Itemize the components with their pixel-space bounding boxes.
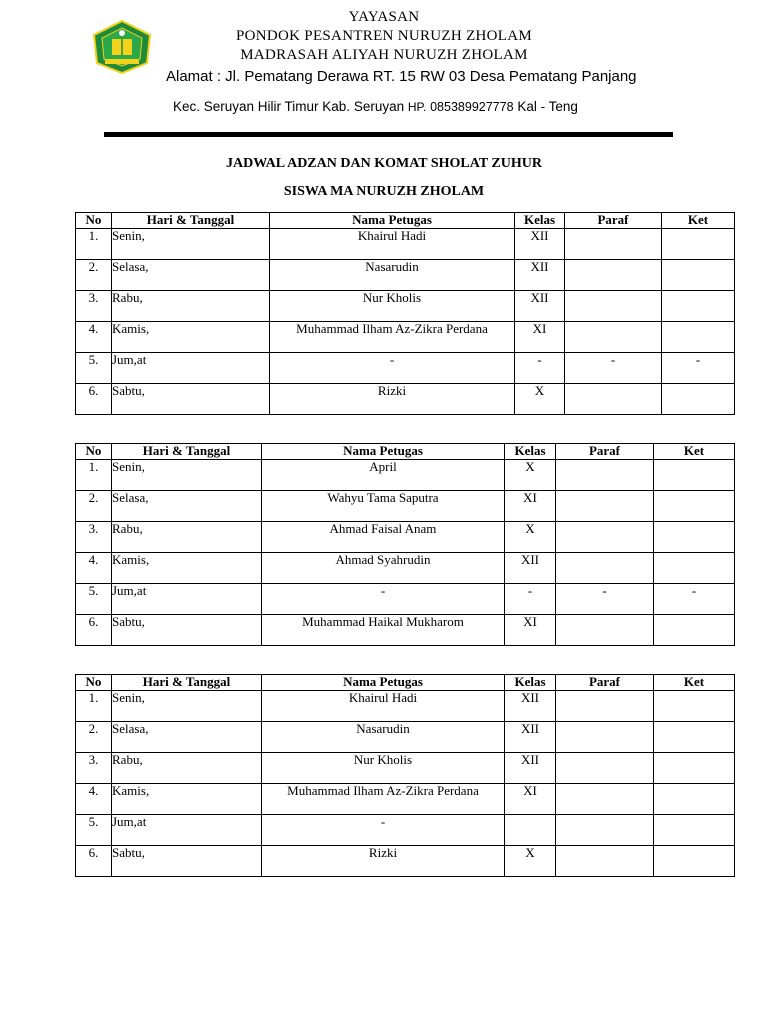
cell-ket	[654, 522, 735, 553]
cell-hari: Sabtu,	[112, 846, 262, 877]
cell-nama: Ahmad Syahrudin	[262, 553, 505, 584]
cell-hari: Selasa,	[112, 260, 270, 291]
cell-ket	[654, 615, 735, 646]
table-row	[76, 291, 735, 322]
header-divider	[104, 132, 673, 137]
cell-ket	[654, 753, 735, 784]
cell-kelas: -	[515, 353, 565, 384]
header-pondok: PONDOK PESANTREN NURUZH ZHOLAM	[235, 28, 533, 44]
cell-paraf	[556, 553, 654, 584]
table-row	[76, 784, 735, 815]
col-hari-tanggal: Hari & Tanggal	[112, 444, 262, 460]
col-hari-tanggal: Hari & Tanggal	[112, 675, 262, 691]
cell-nama: -	[270, 353, 515, 384]
cell-nama: Muhammad Haikal Mukharom	[262, 615, 505, 646]
cell-hari: Senin,	[112, 691, 262, 722]
col-no: No	[76, 675, 112, 691]
cell-ket	[654, 815, 735, 846]
cell-ket	[654, 722, 735, 753]
table-row	[76, 615, 735, 646]
cell-hari: Selasa,	[112, 491, 262, 522]
cell-hari: Sabtu,	[112, 384, 270, 415]
address-main: Kec. Seruyan Hilir Timur Kab. Seruyan	[173, 99, 405, 114]
col-nama-petugas: Nama Petugas	[262, 675, 505, 691]
cell-no: 2.	[76, 722, 112, 753]
cell-hari: Jum,at	[112, 353, 270, 384]
cell-no: 3.	[76, 753, 112, 784]
table-row	[76, 260, 735, 291]
table-row	[76, 491, 735, 522]
cell-hari: Rabu,	[112, 522, 262, 553]
cell-kelas: XII	[505, 691, 556, 722]
cell-no: 4.	[76, 784, 112, 815]
schedule-table-2	[75, 443, 735, 646]
table-header-row	[76, 444, 735, 460]
cell-paraf	[556, 460, 654, 491]
cell-hari: Senin,	[112, 229, 270, 260]
header-address-line1: Alamat : Jl. Pematang Derawa RT. 15 RW 03 Desa Pematang Panjang	[166, 68, 637, 85]
table-row	[76, 460, 735, 491]
cell-nama: Muhammad Ilham Az-Zikra Perdana	[270, 322, 515, 353]
cell-paraf	[565, 384, 662, 415]
cell-paraf	[565, 260, 662, 291]
cell-paraf	[556, 491, 654, 522]
cell-kelas: -	[505, 584, 556, 615]
table-row	[76, 553, 735, 584]
cell-hari: Kamis,	[112, 322, 270, 353]
cell-paraf	[556, 815, 654, 846]
cell-no: 5.	[76, 815, 112, 846]
cell-hari: Kamis,	[112, 553, 262, 584]
cell-paraf	[556, 753, 654, 784]
cell-no: 5.	[76, 584, 112, 615]
cell-kelas	[505, 815, 556, 846]
cell-nama: Khairul Hadi	[270, 229, 515, 260]
cell-no: 2.	[76, 260, 112, 291]
cell-nama: April	[262, 460, 505, 491]
cell-paraf	[565, 291, 662, 322]
cell-kelas: XII	[505, 553, 556, 584]
header-madrasah: MADRASAH ALIYAH NURUZH ZHOLAM	[240, 47, 528, 63]
cell-ket	[662, 384, 735, 415]
cell-no: 4.	[76, 553, 112, 584]
col-nama-petugas: Nama Petugas	[262, 444, 505, 460]
col-kelas: Kelas	[515, 213, 565, 229]
cell-no: 1.	[76, 229, 112, 260]
schedule-table-3	[75, 674, 735, 877]
cell-ket	[654, 846, 735, 877]
phone-number: 085389927778	[430, 100, 514, 114]
cell-hari: Rabu,	[112, 753, 262, 784]
cell-kelas: XII	[515, 260, 565, 291]
cell-kelas: XI	[515, 322, 565, 353]
col-no: No	[76, 444, 112, 460]
cell-hari: Jum,at	[112, 815, 262, 846]
cell-no: 2.	[76, 491, 112, 522]
cell-ket	[654, 460, 735, 491]
table-header-row	[76, 675, 735, 691]
cell-kelas: X	[515, 384, 565, 415]
cell-nama: Nasarudin	[262, 722, 505, 753]
cell-hari: Jum,at	[112, 584, 262, 615]
cell-no: 6.	[76, 846, 112, 877]
cell-nama: Wahyu Tama Saputra	[262, 491, 505, 522]
table-row	[76, 322, 735, 353]
cell-hari: Senin,	[112, 460, 262, 491]
cell-ket: -	[654, 584, 735, 615]
cell-nama: Rizki	[270, 384, 515, 415]
cell-ket	[662, 291, 735, 322]
cell-paraf: -	[556, 584, 654, 615]
cell-no: 6.	[76, 384, 112, 415]
cell-kelas: X	[505, 460, 556, 491]
cell-kelas: XI	[505, 615, 556, 646]
cell-paraf	[565, 229, 662, 260]
schedule-table-1	[75, 212, 735, 415]
cell-ket	[654, 491, 735, 522]
cell-nama: Ahmad Faisal Anam	[262, 522, 505, 553]
phone-label: HP.	[407, 100, 427, 114]
cell-nama: Muhammad Ilham Az-Zikra Perdana	[262, 784, 505, 815]
cell-nama: -	[262, 584, 505, 615]
cell-kelas: XI	[505, 491, 556, 522]
cell-kelas: XII	[515, 291, 565, 322]
cell-ket	[662, 260, 735, 291]
table-row	[76, 815, 735, 846]
cell-ket: -	[662, 353, 735, 384]
col-paraf: Paraf	[556, 444, 654, 460]
cell-no: 3.	[76, 522, 112, 553]
cell-hari: Rabu,	[112, 291, 270, 322]
col-nama-petugas: Nama Petugas	[270, 213, 515, 229]
col-paraf: Paraf	[556, 675, 654, 691]
cell-no: 6.	[76, 615, 112, 646]
table-header-row	[76, 213, 735, 229]
document-title: JADWAL ADZAN DAN KOMAT SHOLAT ZUHUR	[226, 156, 542, 171]
cell-hari: Sabtu,	[112, 615, 262, 646]
cell-no: 5.	[76, 353, 112, 384]
cell-nama: -	[262, 815, 505, 846]
col-ket: Ket	[662, 213, 735, 229]
cell-no: 4.	[76, 322, 112, 353]
table-row	[76, 384, 735, 415]
cell-no: 1.	[76, 691, 112, 722]
table-row	[76, 846, 735, 877]
cell-hari: Selasa,	[112, 722, 262, 753]
table-row	[76, 353, 735, 384]
cell-ket	[662, 322, 735, 353]
cell-ket	[654, 691, 735, 722]
cell-kelas: X	[505, 846, 556, 877]
cell-kelas: XII	[505, 722, 556, 753]
cell-nama: Rizki	[262, 846, 505, 877]
cell-ket	[654, 784, 735, 815]
cell-paraf	[556, 722, 654, 753]
cell-kelas: XII	[505, 753, 556, 784]
cell-nama: Nur Kholis	[270, 291, 515, 322]
col-ket: Ket	[654, 675, 735, 691]
cell-paraf	[556, 846, 654, 877]
cell-hari: Kamis,	[112, 784, 262, 815]
col-ket: Ket	[654, 444, 735, 460]
cell-paraf	[556, 615, 654, 646]
cell-kelas: XI	[505, 784, 556, 815]
header-yayasan: YAYASAN	[348, 9, 420, 25]
col-paraf: Paraf	[565, 213, 662, 229]
table-row	[76, 722, 735, 753]
document-subtitle: SISWA MA NURUZH ZHOLAM	[283, 184, 485, 199]
table-row	[76, 753, 735, 784]
col-kelas: Kelas	[505, 444, 556, 460]
cell-kelas: X	[505, 522, 556, 553]
cell-paraf	[556, 522, 654, 553]
col-no: No	[76, 213, 112, 229]
cell-paraf	[556, 784, 654, 815]
table-row	[76, 584, 735, 615]
cell-paraf	[565, 322, 662, 353]
table-row	[76, 691, 735, 722]
cell-paraf: -	[565, 353, 662, 384]
col-hari-tanggal: Hari & Tanggal	[112, 213, 270, 229]
cell-no: 1.	[76, 460, 112, 491]
cell-ket	[654, 553, 735, 584]
table-row	[76, 229, 735, 260]
cell-nama: Nur Kholis	[262, 753, 505, 784]
cell-nama: Nasarudin	[270, 260, 515, 291]
cell-no: 3.	[76, 291, 112, 322]
cell-ket	[662, 229, 735, 260]
header-address-line2	[173, 99, 578, 114]
col-kelas: Kelas	[505, 675, 556, 691]
address-end: Kal - Teng	[517, 99, 578, 114]
cell-nama: Khairul Hadi	[262, 691, 505, 722]
cell-paraf	[556, 691, 654, 722]
cell-kelas: XII	[515, 229, 565, 260]
table-row	[76, 522, 735, 553]
